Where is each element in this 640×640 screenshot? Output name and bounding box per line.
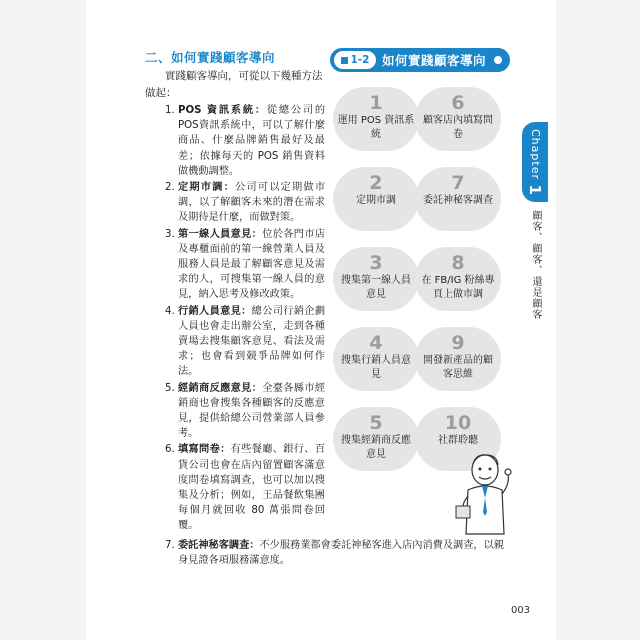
item-heading: 行銷人員意見：	[178, 305, 252, 317]
item-number: 1.	[165, 105, 175, 116]
item-number: 7.	[165, 540, 175, 551]
bubble-label: 社群聆聽	[438, 435, 478, 446]
item-heading: 填寫問卷：	[178, 444, 231, 456]
square-icon	[341, 57, 348, 64]
item-body: 位於各門市店及專櫃面前的第一線營業人員及服務人員是最了解顧客意見及需求的人，可搜集第一線人員的意見，納入思考及修改政策。	[178, 228, 326, 301]
figure-number: 1-2	[350, 54, 370, 66]
figure-title-bar	[330, 48, 510, 72]
dot-icon	[494, 56, 502, 64]
bubble-label: 開發新產品的顧客思維	[423, 355, 493, 380]
list-item	[165, 227, 325, 303]
bubble-number: 5	[369, 412, 383, 434]
bubble-label: 運用 POS 資訊系統	[337, 115, 415, 140]
method-bubble-9	[415, 327, 501, 391]
method-bubble-4	[333, 327, 419, 391]
bubble-number: 8	[451, 252, 465, 274]
item-number: 4.	[165, 305, 175, 317]
item-heading: 定期市調：	[178, 182, 236, 194]
method-bubble-2	[333, 167, 419, 231]
list-item-7	[165, 538, 515, 568]
item-body: 總公司行銷企劃人員也會走出辦公室，走到各種賣場去搜集顧客意見、看法及需求；也會看到競爭品牌如何作法。	[178, 305, 326, 378]
bubble-label: 在 FB/IG 粉絲專頁上做市調	[421, 275, 495, 300]
intro-line-1: 實踐顧客導向，可從以下幾種方法	[165, 70, 323, 82]
item-heading: 委託神秘客調查：	[178, 540, 260, 551]
list-item	[165, 180, 325, 226]
bubble-label: 委託神秘客調查	[423, 195, 493, 206]
item-body: 有些餐廳、銀行、百貨公司也會在店內留置顧客滿意度問卷填寫調查，也可以加以搜集及分析；例如，王品餐飲集團每個月就回收 80 萬張問卷回覆。	[178, 444, 326, 532]
bubble-label: 搜集行銷人員意見	[341, 355, 411, 380]
bubble-number: 4	[369, 332, 383, 354]
method-bubble-3	[333, 247, 419, 311]
chapter-tab	[522, 122, 548, 202]
item-body: 全臺各縣市經銷商也會搜集各種顧客的反應意見，提供給總公司營業部人員參考。	[178, 382, 326, 440]
bubble-label: 定期市調	[356, 195, 396, 206]
item-number: 6.	[165, 444, 175, 456]
bubble-number: 7	[451, 172, 465, 194]
item-heading: 經銷商反應意見：	[178, 382, 263, 394]
figure-badge	[334, 51, 376, 69]
chapter-side-title: 顧客、顧客、還是顧客	[530, 210, 541, 320]
item-number: 5.	[165, 382, 175, 394]
intro-paragraph	[145, 68, 325, 102]
bubble-label: 搜集第一線人員意見	[341, 275, 411, 300]
section-title: 二、如何實踐顧客導向	[145, 50, 276, 65]
list-item	[165, 442, 325, 533]
list-item	[165, 381, 325, 442]
item-body-line-2: 身見證各項服務滿意度。	[178, 555, 291, 567]
figure-title: 如何實踐顧客導向	[382, 53, 487, 68]
page-number: 003	[511, 605, 531, 616]
method-bubble-6	[415, 87, 501, 151]
list-item	[165, 304, 325, 380]
method-bubble-1	[333, 87, 419, 151]
bubble-label: 顧客店內填寫問卷	[423, 115, 493, 140]
item-number: 3.	[165, 228, 175, 240]
bubble-number: 10	[444, 412, 472, 434]
item-body-line-1: 不少服務業都會委託神秘客進入店內消費及調查，以親	[259, 540, 504, 551]
bubble-number: 1	[369, 92, 383, 114]
method-bubble-5	[333, 407, 419, 471]
cartoon-man-illustration	[452, 452, 514, 536]
item-heading: POS 資訊系統：	[178, 105, 267, 116]
bubble-number: 9	[451, 332, 465, 354]
intro-line-2: 做起：	[145, 87, 177, 99]
chapter-number: 1	[526, 184, 544, 196]
item-number: 2.	[165, 182, 175, 194]
item-heading: 第一線人員意見：	[178, 228, 263, 240]
chapter-label: Chapter 1	[526, 128, 544, 196]
bubble-number: 6	[451, 92, 465, 114]
item-body: 從總公司的 POS資訊系統中，可以了解什麼商品、什麼品牌銷售最好及最差；依據每天的 POS 銷售資料做機動調整。	[178, 105, 326, 177]
bubble-number: 2	[369, 172, 383, 194]
method-bubble-8	[415, 247, 501, 311]
method-bubble-7	[415, 167, 501, 231]
method-list	[165, 103, 325, 535]
bubble-label: 搜集經銷商反應意見	[341, 435, 411, 460]
bubble-number: 3	[369, 252, 383, 274]
item-body: 公司可以定期做市調，以了解顧客未來的潛在需求及期待是什麼，而做對策。	[178, 182, 326, 224]
list-item	[165, 103, 325, 179]
